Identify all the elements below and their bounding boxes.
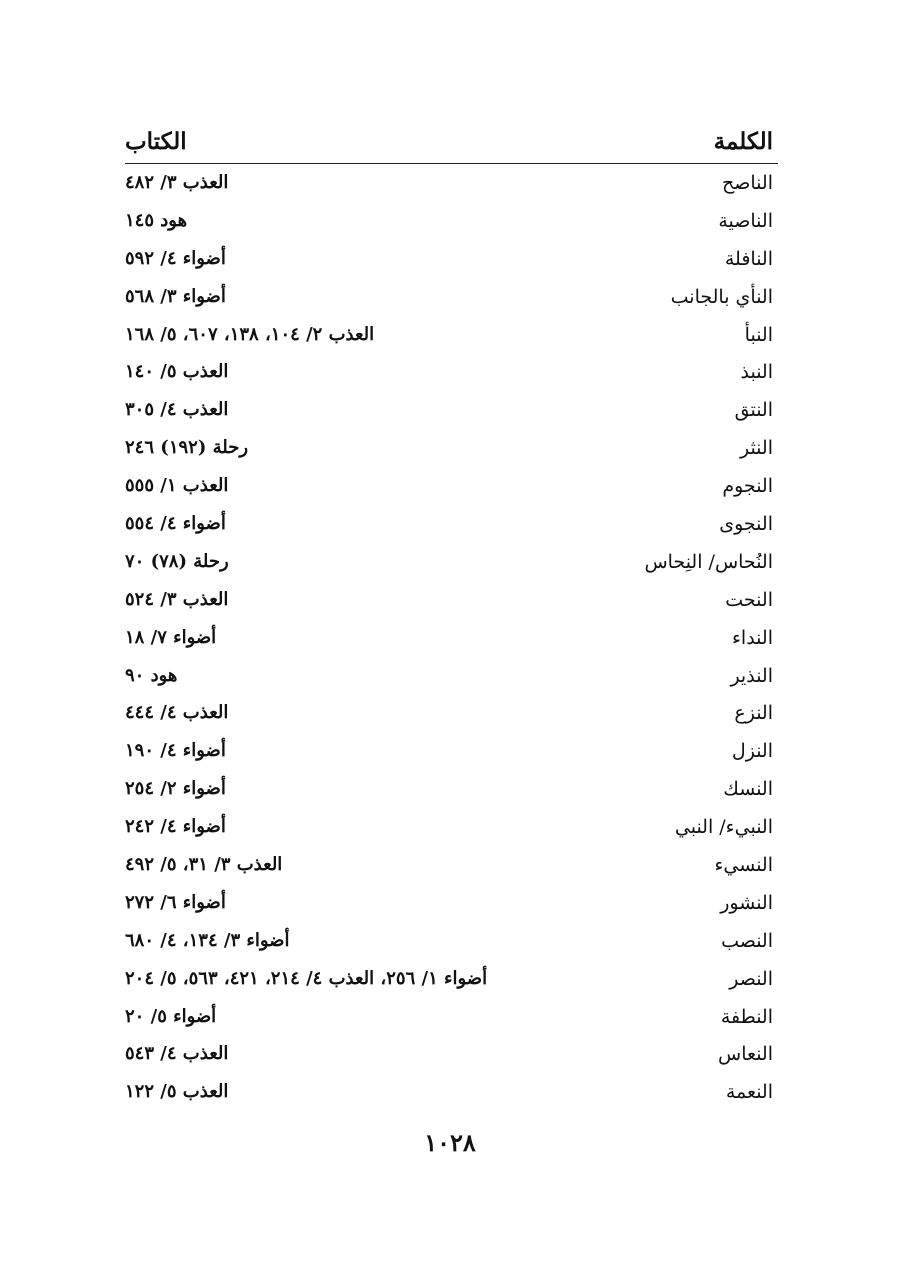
index-entry bbox=[125, 431, 777, 469]
entry-reference: أضواء ٤/ ١٩٠ bbox=[125, 740, 226, 762]
index-entry bbox=[125, 583, 777, 621]
index-entry bbox=[125, 962, 777, 1000]
entry-reference: رحلة (٧٨) ٧٠ bbox=[125, 550, 229, 572]
entry-word: الناصية bbox=[718, 209, 773, 232]
page-number: ١٠٢٨ bbox=[424, 1128, 476, 1157]
entry-reference: أضواء ٧/ ١٨ bbox=[125, 626, 217, 648]
entry-reference: العذب ٥/ ١٢٢ bbox=[125, 1081, 229, 1103]
index-entry bbox=[125, 734, 777, 772]
entry-word: النشور bbox=[720, 891, 773, 914]
entry-word: النطفة bbox=[720, 1005, 773, 1028]
index-entry bbox=[125, 886, 777, 924]
entry-reference: أضواء ٤/ ٥٥٤ bbox=[125, 513, 226, 535]
entry-reference: العذب ١/ ٥٥٥ bbox=[125, 475, 229, 497]
entry-word: النجوى bbox=[719, 513, 773, 536]
entry-word: النعمة bbox=[725, 1081, 773, 1104]
entry-reference: أضواء ٢/ ٢٥٤ bbox=[125, 778, 226, 800]
index-entry bbox=[125, 772, 777, 810]
index-entry bbox=[125, 696, 777, 734]
index-entry bbox=[125, 659, 777, 697]
entry-reference: أضواء ٤/ ٥٩٢ bbox=[125, 247, 226, 269]
word-column-header: الكلمة bbox=[713, 128, 773, 155]
entry-reference: أضواء ٣/ ١٣٤، ٤/ ٦٨٠ bbox=[125, 929, 290, 951]
entry-reference: أضواء ٥/ ٢٠ bbox=[125, 1005, 217, 1027]
entry-reference: أضواء ٣/ ٥٦٨ bbox=[125, 285, 226, 307]
index-entry bbox=[125, 810, 777, 848]
index-entry bbox=[125, 1037, 777, 1075]
index-entry bbox=[125, 166, 777, 204]
entry-reference: أضواء ٤/ ٢٤٢ bbox=[125, 816, 226, 838]
entry-reference: العذب ٥/ ١٤٠ bbox=[125, 361, 229, 383]
entry-reference: رحلة (١٩٢) ٢٤٦ bbox=[125, 437, 249, 459]
entry-word: النعاس bbox=[718, 1043, 773, 1066]
header-divider bbox=[125, 163, 778, 164]
entry-word: النداء bbox=[732, 626, 773, 649]
entry-word: النتق bbox=[734, 399, 773, 422]
entry-word: النحت bbox=[725, 588, 773, 611]
entry-word: النذير bbox=[730, 664, 773, 687]
entry-word: الناصح bbox=[722, 172, 773, 194]
entry-word: النسك bbox=[723, 778, 773, 801]
entry-word: النزل bbox=[731, 740, 773, 763]
index-entry bbox=[125, 1000, 777, 1038]
index-entry bbox=[125, 204, 777, 242]
entry-word: النجوم bbox=[722, 475, 773, 498]
entry-word: النصر bbox=[729, 967, 773, 990]
entry-word: النافلة bbox=[724, 247, 773, 270]
index-list bbox=[125, 166, 777, 1113]
entry-reference: هود ١٤٥ bbox=[125, 209, 188, 231]
entry-word: النبذ bbox=[740, 361, 773, 384]
entry-word: النسيء bbox=[714, 854, 773, 877]
index-entry bbox=[125, 507, 777, 545]
index-entry bbox=[125, 469, 777, 507]
entry-word: النثر bbox=[739, 437, 773, 460]
entry-word: النصب bbox=[721, 929, 773, 952]
table-header bbox=[125, 128, 777, 158]
index-entry bbox=[125, 280, 777, 318]
entry-word: النبيء/ النبي bbox=[674, 816, 773, 839]
index-entry bbox=[125, 318, 777, 356]
index-entry bbox=[125, 355, 777, 393]
entry-word: النزع bbox=[734, 702, 773, 725]
entry-reference: العذب ٣/ ٥٢٤ bbox=[125, 588, 229, 610]
entry-reference: العذب ٣/ ٣١، ٥/ ٤٩٢ bbox=[125, 854, 283, 876]
entry-reference: العذب ٤/ ٤٤٤ bbox=[125, 702, 229, 724]
index-entry bbox=[125, 242, 777, 280]
entry-word: النبأ bbox=[744, 323, 773, 346]
index-entry bbox=[125, 924, 777, 962]
entry-reference: العذب ٤/ ٣٠٥ bbox=[125, 399, 229, 421]
entry-reference: العذب ٢/ ١٠٤، ١٣٨، ٦٠٧، ٥/ ١٦٨ bbox=[125, 323, 375, 345]
index-entry bbox=[125, 393, 777, 431]
book-column-header: الكتاب bbox=[125, 128, 187, 155]
entry-reference: أضواء ١/ ٢٥٦، العذب ٤/ ٢١٤، ٤٢١، ٥٦٣، ٥/ ٢٠٤ bbox=[125, 967, 488, 989]
index-entry bbox=[125, 621, 777, 659]
entry-reference: هود ٩٠ bbox=[125, 664, 178, 686]
entry-reference: العذب ٣/ ٤٨٢ bbox=[125, 172, 229, 193]
entry-reference: العذب ٤/ ٥٤٣ bbox=[125, 1043, 229, 1065]
entry-reference: أضواء ٦/ ٢٧٢ bbox=[125, 891, 226, 913]
entry-word: النُحاس/ النِحاس bbox=[644, 550, 773, 573]
index-entry bbox=[125, 545, 777, 583]
index-entry bbox=[125, 1075, 777, 1113]
index-entry bbox=[125, 848, 777, 886]
entry-word: النأي بالجانب bbox=[670, 285, 773, 308]
